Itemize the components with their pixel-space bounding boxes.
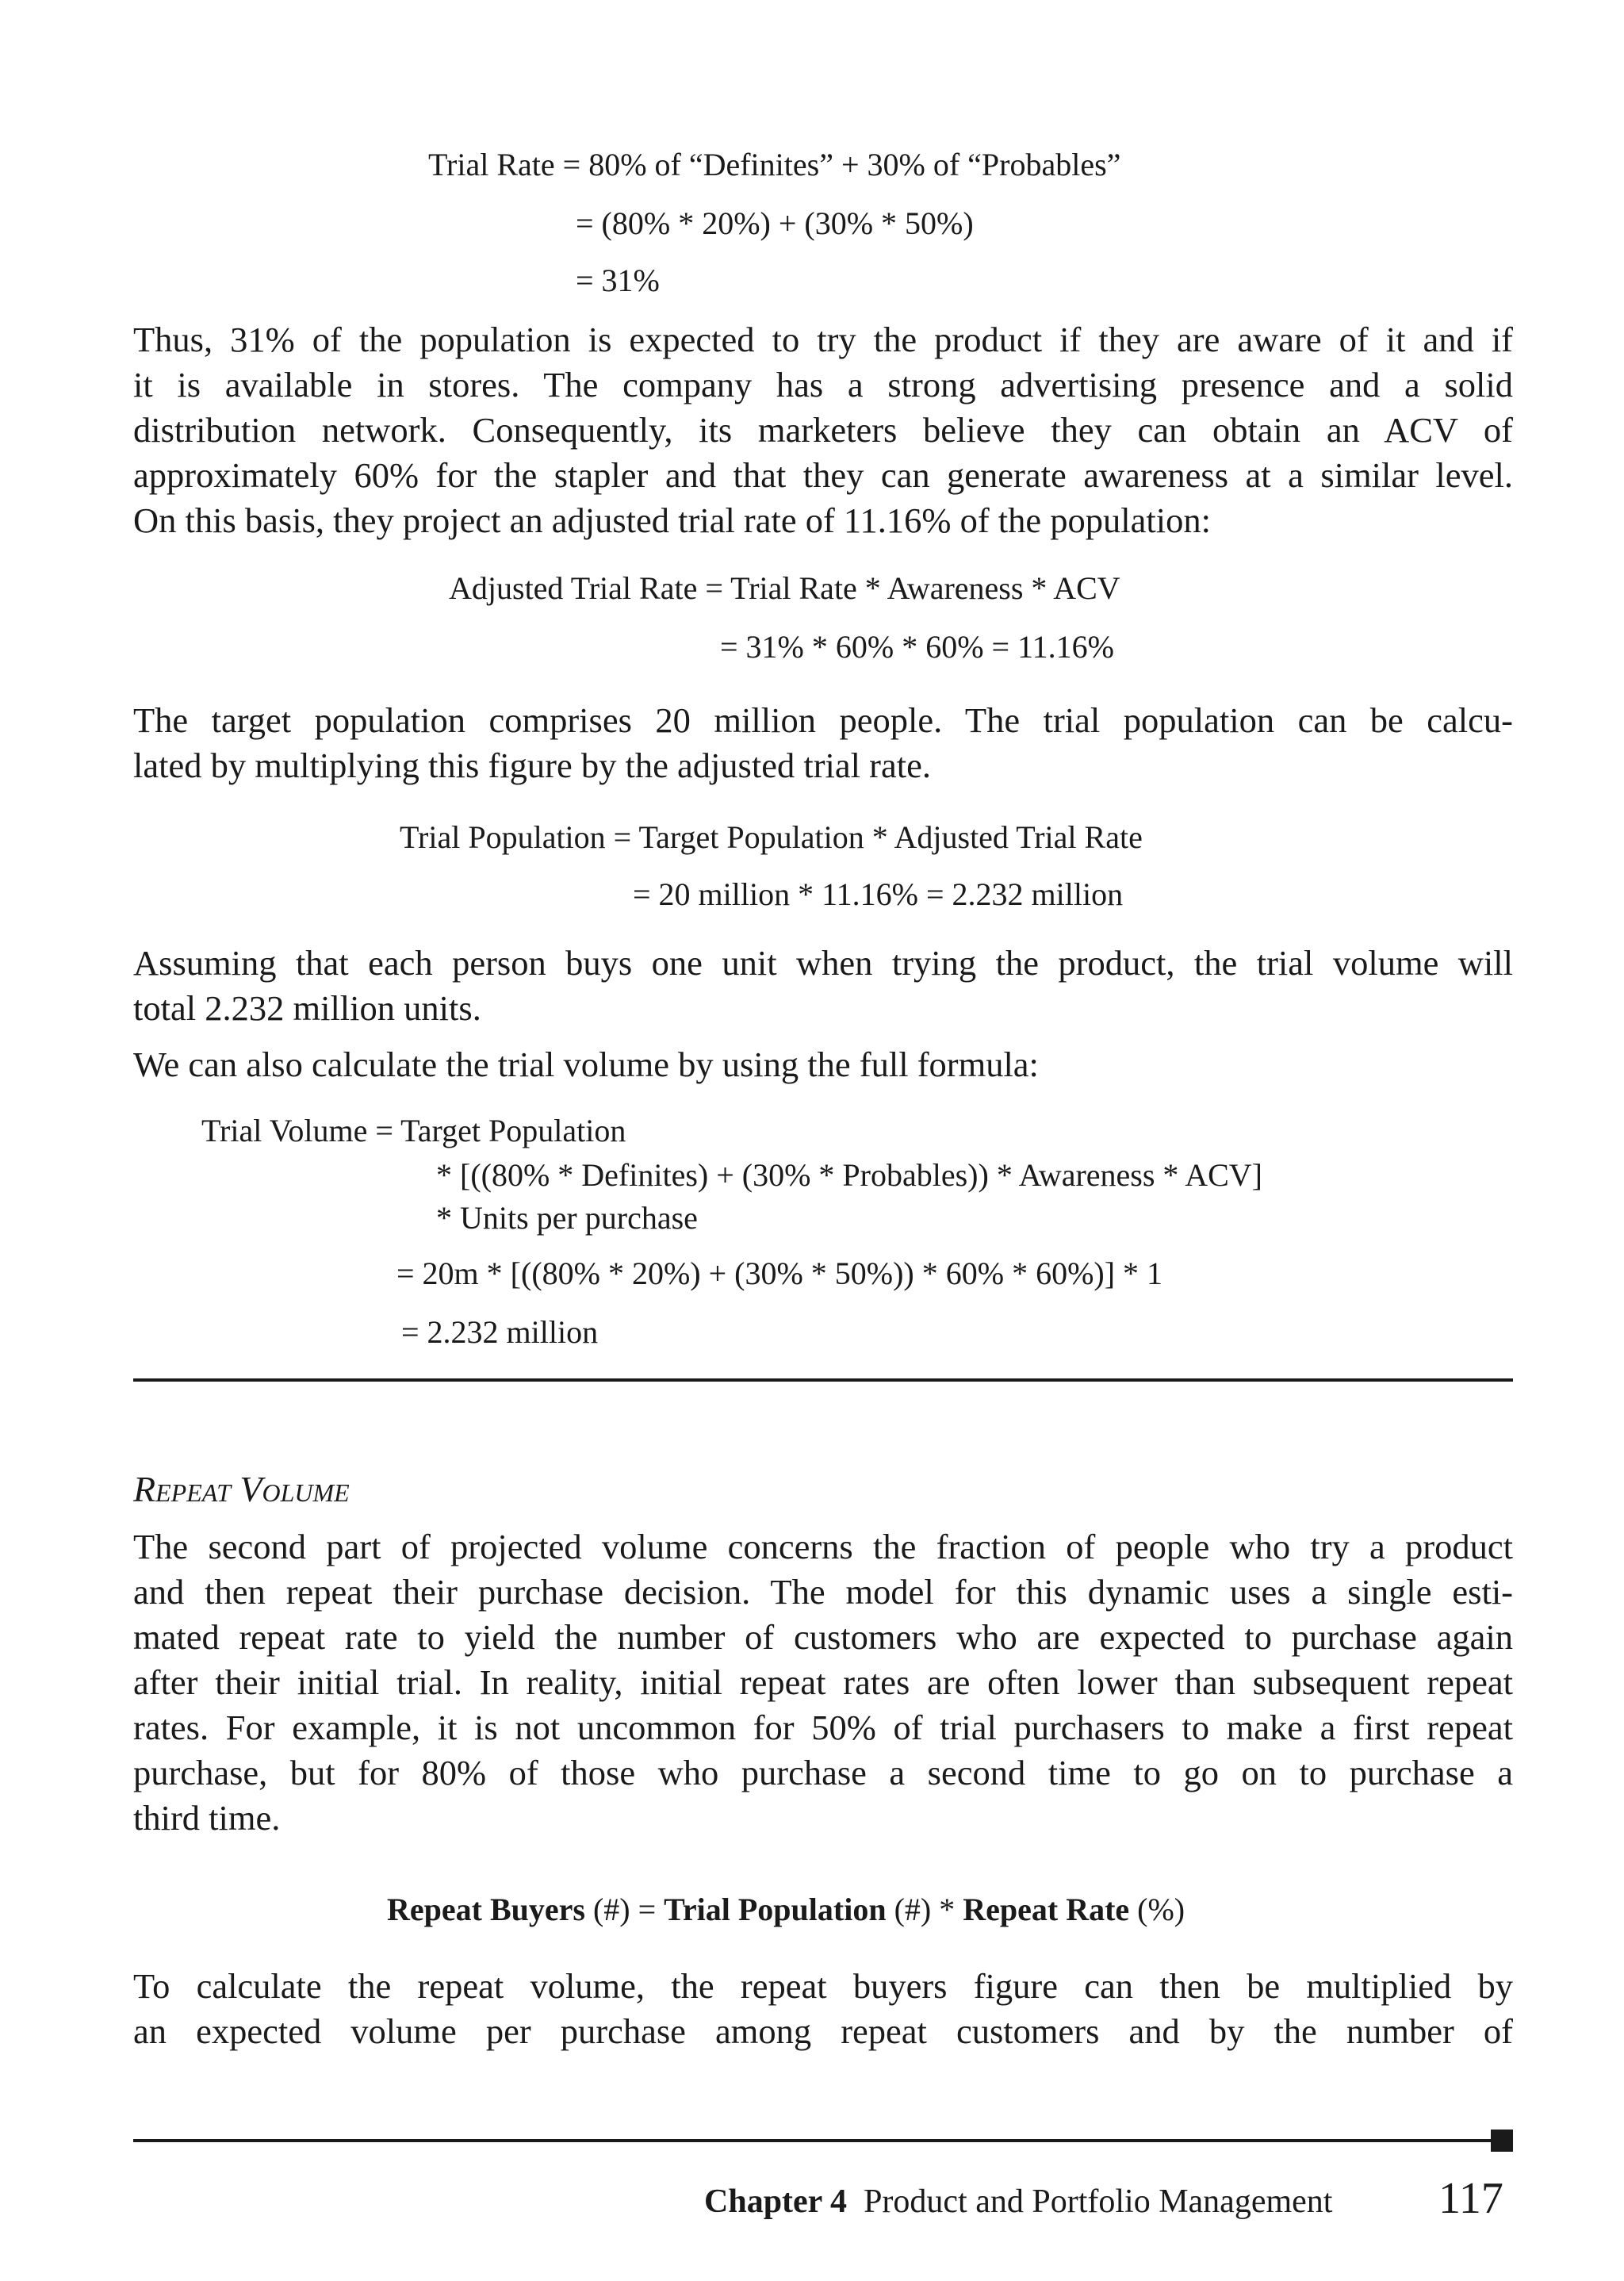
footer-square-marker — [1491, 2130, 1513, 2152]
footer-rule — [133, 2139, 1492, 2142]
term-trial-population: Trial Population — [664, 1892, 887, 1927]
running-footer — [704, 2179, 1332, 2224]
equation-adjusted-trial-rate-line2: = 31% * 60% * 60% = 11.16% — [720, 629, 1114, 665]
equation-trial-volume-line2: * [((80% * Definites) + (30% * Probables)) * Awareness * ACV] — [436, 1157, 1262, 1193]
text-line: Thus, 31% of the population is expected to try the product if they are aware of it and if — [133, 320, 1513, 359]
section-heading-repeat-volume: Repeat Volume — [133, 1469, 350, 1509]
equation-trial-volume-line5: = 2.232 million — [401, 1314, 599, 1350]
paragraph-repeat-volume — [133, 1524, 1513, 1841]
text-line: it is available in stores. The company has a strong advertising presence and a solid — [133, 365, 1513, 404]
section-divider — [133, 1378, 1513, 1382]
text-line: mated repeat rate to yield the number of customers who are expected to purchase again — [133, 1617, 1513, 1657]
eq-operator: (#) = — [584, 1892, 665, 1927]
equation-trial-population-line1: Trial Population = Target Population * Adjusted Trial Rate — [400, 819, 1143, 855]
text-line: The target population comprises 20 million people. The trial population can be calcu- — [133, 700, 1513, 740]
text-line: approximately 60% for the stapler and that they can generate awareness at a similar level. — [133, 455, 1513, 495]
paragraph-target-population — [133, 698, 1513, 788]
paragraph-trial-volume — [133, 941, 1513, 1031]
text-line: Assuming that each person buys one unit when trying the product, the trial volume will — [133, 943, 1513, 983]
equation-trial-rate-line2: = (80% * 20%) + (30% * 50%) — [576, 205, 974, 241]
text-line: an expected volume per purchase among repeat customers and by the number of — [133, 2011, 1513, 2051]
text-line: distribution network. Consequently, its marketers believe they can obtain an ACV of — [133, 410, 1513, 450]
eq-operator: (#) * — [886, 1892, 963, 1927]
equation-trial-volume-label: Trial Volume = Target Population — [201, 1113, 626, 1148]
equation-trial-population-line2: = 20 million * 11.16% = 2.232 million — [633, 876, 1124, 912]
text-line: third time. — [133, 1798, 281, 1838]
text-line: total 2.232 million units. — [133, 988, 481, 1028]
footer-chapter-title: Product and Portfolio Management — [864, 2183, 1333, 2220]
eq-operator: (%) — [1129, 1892, 1185, 1927]
equation-repeat-buyers — [387, 1889, 1185, 1930]
text-line: purchase, but for 80% of those who purchase a second time to go on to purchase a — [133, 1753, 1513, 1792]
text-line: rates. For example, it is not uncommon for 50% of trial purchasers to make a first repeat — [133, 1708, 1513, 1747]
text-line: lated by multiplying this figure by the adjusted trial rate. — [133, 746, 931, 785]
text-line: To calculate the repeat volume, the repeat buyers figure can then be multiplied by — [133, 1966, 1513, 2006]
paragraph-trial-rate-explanation — [133, 317, 1513, 543]
equation-trial-volume-line3: * Units per purchase — [436, 1200, 698, 1236]
text-line: We can also calculate the trial volume by using the full formula: — [133, 1045, 1039, 1084]
term-repeat-rate: Repeat Rate — [963, 1892, 1130, 1927]
text-line: On this basis, they project an adjusted trial rate of 11.16% of the population: — [133, 500, 1211, 540]
paragraph-full-formula-intro — [133, 1042, 1513, 1087]
equation-trial-volume-line4: = 20m * [((80% * 20%) + (30% * 50%)) * 60% * 60%)] * 1 — [396, 1256, 1163, 1291]
footer-chapter-number: Chapter 4 — [704, 2183, 848, 2220]
term-repeat-buyers: Repeat Buyers — [387, 1892, 585, 1927]
text-line: after their initial trial. In reality, initial repeat rates are often lower than subsequent repeat — [133, 1662, 1513, 1702]
equation-trial-rate-line1: Trial Rate = 80% of “Definites” + 30% of “Probables” — [428, 147, 1121, 182]
text-line: and then repeat their purchase decision. The model for this dynamic uses a single esti- — [133, 1572, 1513, 1612]
equation-trial-rate-line3: = 31% — [576, 263, 660, 298]
page-number: 117 — [1438, 2174, 1503, 2223]
text-line: The second part of projected volume concerns the fraction of people who try a product — [133, 1527, 1513, 1566]
equation-adjusted-trial-rate-line1: Adjusted Trial Rate = Trial Rate * Awareness * ACV — [449, 570, 1120, 606]
paragraph-repeat-volume-calc — [133, 1964, 1513, 2054]
